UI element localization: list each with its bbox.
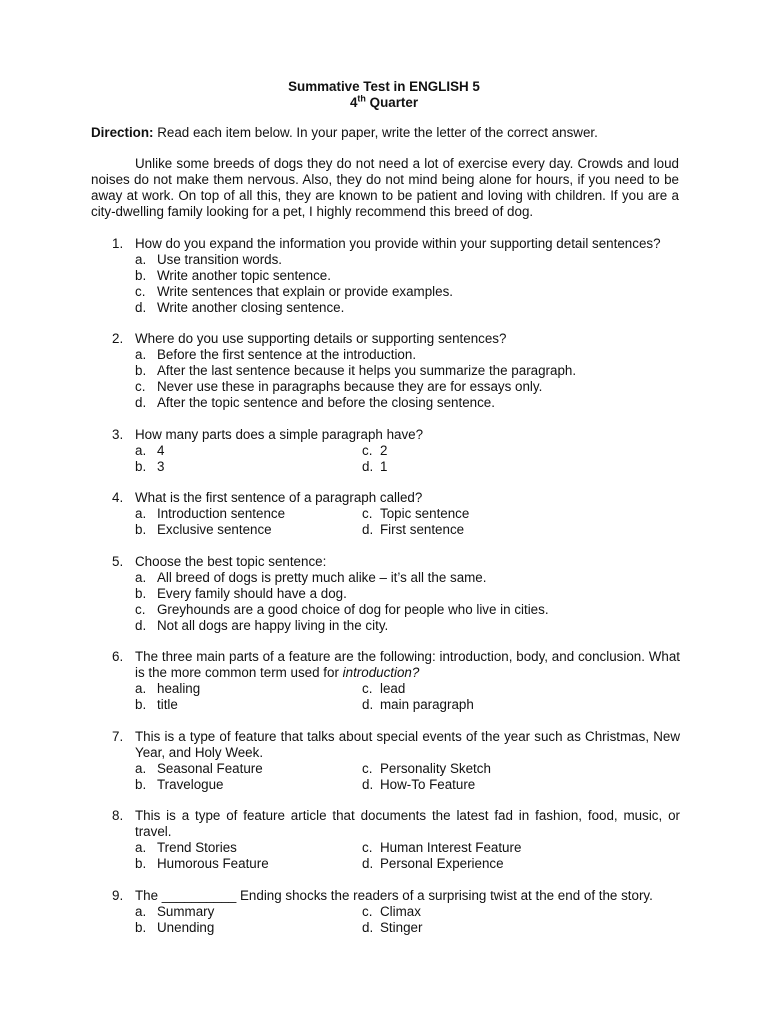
- quarter-word: Quarter: [369, 95, 419, 110]
- option-letter: a.: [135, 443, 147, 458]
- option-text: Write another topic sentence.: [157, 268, 331, 283]
- option-letter: b.: [135, 777, 147, 792]
- option-d: [135, 300, 680, 316]
- question-stem: This is a type of feature that talks about special events of the year such as Christmas, New Year, and Holy Week.: [135, 729, 680, 760]
- question-stem: Choose the best topic sentence:: [135, 554, 327, 569]
- option-b: [135, 363, 680, 379]
- option-text: Greyhounds are a good choice of dog for people who live in cities.: [157, 602, 549, 617]
- option-text: Personality Sketch: [380, 761, 491, 776]
- question-stem: The __________ Ending shocks the readers of a surprising twist at the end of the story.: [135, 888, 653, 903]
- option-text: healing: [157, 681, 201, 696]
- quarter-label: [0, 95, 768, 111]
- option-text: Trend Stories: [157, 840, 237, 855]
- option-text: Stinger: [380, 920, 423, 935]
- option-text: Travelogue: [157, 777, 224, 792]
- option-text: lead: [380, 681, 406, 696]
- quarter-number: 4: [349, 95, 358, 110]
- option-letter: a.: [135, 681, 147, 696]
- option-c: [135, 602, 680, 618]
- stem-italic: introduction?: [342, 665, 420, 680]
- option-row: [135, 840, 680, 856]
- option-row: [135, 761, 680, 777]
- option-letter: a.: [135, 904, 147, 919]
- question-number: 8.: [112, 808, 124, 823]
- question-number: 6.: [112, 649, 124, 664]
- question-number: 4.: [112, 490, 124, 505]
- option-letter: a.: [135, 840, 147, 855]
- question-2: [112, 331, 680, 411]
- option-text: Not all dogs are happy living in the city.: [157, 618, 389, 633]
- option-row: [135, 443, 680, 459]
- option-text: title: [157, 697, 178, 712]
- option-row: [135, 777, 680, 793]
- question-number: 1.: [112, 236, 124, 251]
- option-letter: b.: [135, 459, 147, 474]
- option-letter: d.: [362, 777, 374, 792]
- option-letter: c.: [362, 761, 373, 776]
- option-text: Every family should have a dog.: [157, 586, 347, 601]
- option-letter: d.: [135, 395, 147, 410]
- option-a: [135, 570, 680, 586]
- option-letter: a.: [135, 570, 147, 585]
- question-number: 9.: [112, 888, 124, 903]
- question-stem: How do you expand the information you provide within your supporting detail sentences?: [135, 236, 661, 251]
- option-text: 2: [380, 443, 388, 458]
- option-letter: c.: [362, 443, 373, 458]
- option-row: [135, 920, 680, 936]
- option-text: Unending: [157, 920, 215, 935]
- option-letter: d.: [362, 522, 374, 537]
- option-text: Seasonal Feature: [157, 761, 263, 776]
- question-1: [112, 236, 680, 316]
- option-text: main paragraph: [380, 697, 474, 712]
- question-5: [112, 554, 680, 634]
- option-text: 3: [157, 459, 165, 474]
- option-letter: d.: [362, 856, 374, 871]
- question-number: 3.: [112, 427, 124, 442]
- option-c: [135, 284, 680, 300]
- option-letter: c.: [135, 379, 146, 394]
- option-letter: c.: [135, 602, 146, 617]
- option-letter: b.: [135, 363, 147, 378]
- question-6: [112, 649, 680, 713]
- option-text: Use transition words.: [157, 252, 283, 267]
- option-text: Human Interest Feature: [380, 840, 522, 855]
- question-stem: [135, 649, 680, 681]
- option-text: How-To Feature: [380, 777, 476, 792]
- option-text: 1: [380, 459, 388, 474]
- option-text: First sentence: [380, 522, 465, 537]
- question-stem: What is the first sentence of a paragraph called?: [135, 490, 423, 505]
- option-letter: c.: [362, 840, 373, 855]
- question-3: [112, 427, 680, 475]
- option-text: Write sentences that explain or provide examples.: [157, 284, 453, 299]
- question-stem: Where do you use supporting details or supporting sentences?: [135, 331, 507, 346]
- passage-text: Unlike some breeds of dogs they do not need a lot of exercise every day. Crowds and loud noises do not make them nervous. Also, they do not mind being alone for hours, if you need to be away at work. On top of all this, they are known to be patient and loving with children. If you are a city-dwelling family looking for a pet, I highly recommend this breed of dog.: [91, 156, 679, 219]
- option-letter: d.: [362, 920, 374, 935]
- option-letter: c.: [362, 681, 373, 696]
- option-letter: b.: [135, 268, 147, 283]
- option-row: [135, 904, 680, 920]
- question-7: [112, 729, 680, 793]
- option-text: Never use these in paragraphs because they are for essays only.: [157, 379, 543, 394]
- option-letter: c.: [135, 284, 146, 299]
- option-letter: a.: [135, 761, 147, 776]
- option-letter: b.: [135, 856, 147, 871]
- option-a: [135, 252, 680, 268]
- option-letter: d.: [362, 459, 374, 474]
- question-8: [112, 808, 680, 872]
- option-text: All breed of dogs is pretty much alike – it’s all the same.: [157, 570, 487, 585]
- direction-label: Direction:: [91, 125, 154, 140]
- option-text: Introduction sentence: [157, 506, 286, 521]
- option-text: Write another closing sentence.: [157, 300, 345, 315]
- question-number: 2.: [112, 331, 124, 346]
- option-row: [135, 506, 680, 522]
- option-letter: d.: [135, 300, 147, 315]
- quarter-superscript: th: [357, 93, 366, 104]
- option-letter: b.: [135, 697, 147, 712]
- stem-text: The three main parts of a feature are the following: introduction, body, and conclusion. What is the more common term used for: [135, 649, 680, 680]
- option-row: [135, 681, 680, 697]
- option-row: [135, 697, 680, 713]
- option-letter: b.: [135, 920, 147, 935]
- option-row: [135, 459, 680, 475]
- option-letter: c.: [362, 506, 373, 521]
- option-c: [135, 379, 680, 395]
- question-4: [112, 490, 680, 538]
- option-b: [135, 268, 680, 284]
- option-letter: c.: [362, 904, 373, 919]
- option-letter: a.: [135, 506, 147, 521]
- option-d: [135, 618, 680, 634]
- option-text: Topic sentence: [380, 506, 470, 521]
- option-text: Exclusive sentence: [157, 522, 272, 537]
- option-b: [135, 586, 680, 602]
- option-letter: d.: [362, 697, 374, 712]
- reading-passage: [91, 156, 679, 220]
- question-number: 5.: [112, 554, 124, 569]
- option-row: [135, 856, 680, 872]
- option-letter: d.: [135, 618, 147, 633]
- option-letter: a.: [135, 252, 147, 267]
- option-d: [135, 395, 680, 411]
- question-stem: How many parts does a simple paragraph have?: [135, 427, 424, 442]
- question-stem: This is a type of feature article that documents the latest fad in fashion, food, music, or travel.: [135, 808, 680, 839]
- question-number: 7.: [112, 729, 124, 744]
- direction-text: Read each item below. In your paper, write the letter of the correct answer.: [157, 125, 598, 140]
- option-letter: a.: [135, 347, 147, 362]
- option-letter: b.: [135, 522, 147, 537]
- option-row: [135, 522, 680, 538]
- option-text: Before the first sentence at the introduction.: [157, 347, 417, 362]
- option-text: After the topic sentence and before the closing sentence.: [157, 395, 495, 410]
- option-a: [135, 347, 680, 363]
- page-title: Summative Test in ENGLISH 5: [288, 79, 480, 94]
- option-text: 4: [157, 443, 165, 458]
- option-text: Climax: [380, 904, 421, 919]
- option-text: Humorous Feature: [157, 856, 269, 871]
- option-text: Summary: [157, 904, 215, 919]
- option-letter: b.: [135, 586, 147, 601]
- direction: [91, 125, 691, 141]
- question-9: [112, 888, 680, 936]
- option-text: After the last sentence because it helps you summarize the paragraph.: [157, 363, 577, 378]
- option-text: Personal Experience: [380, 856, 504, 871]
